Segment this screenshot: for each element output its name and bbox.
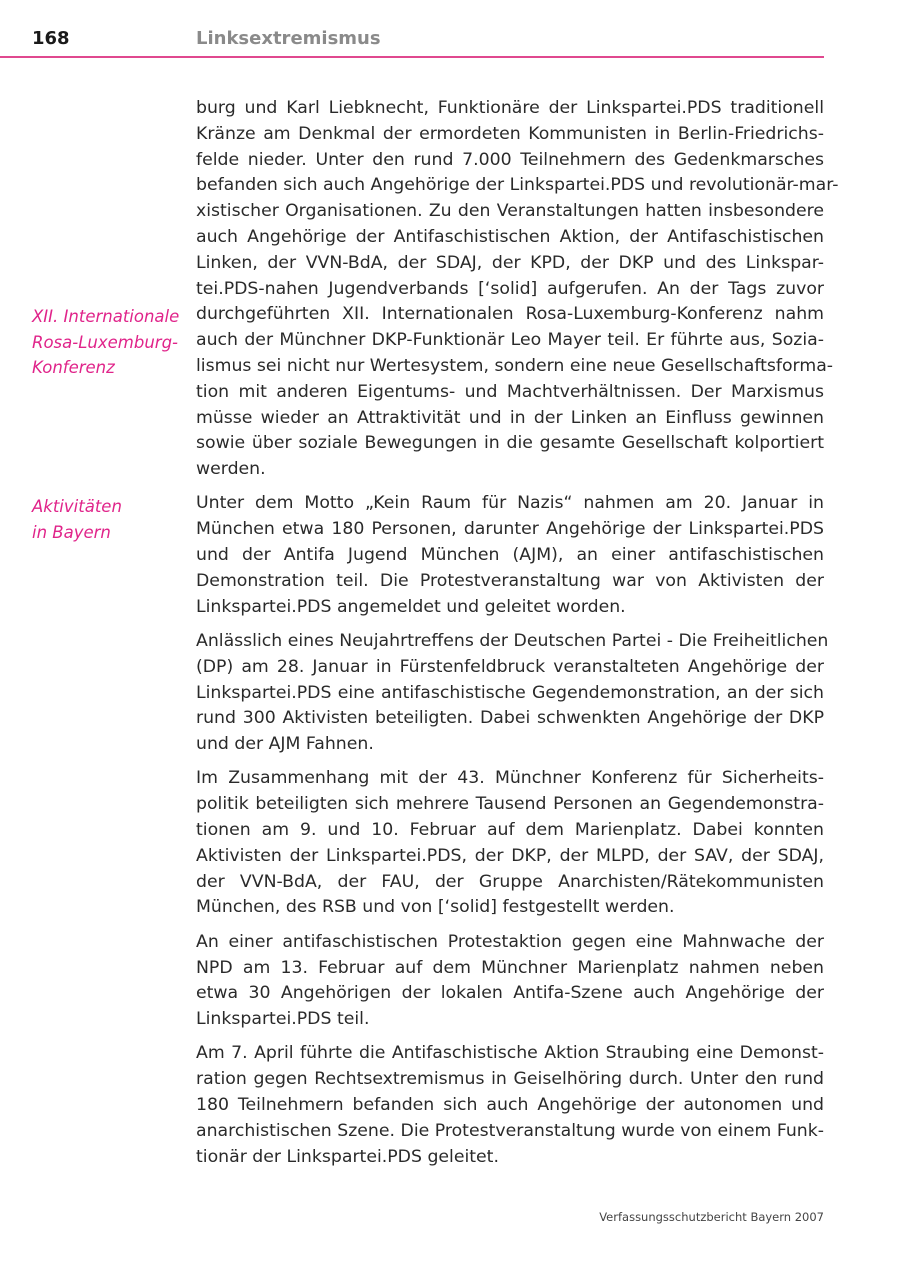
paragraph-line: burg und Karl Liebknecht, Funktionäre der Linkspartei.PDS traditionell bbox=[196, 98, 824, 118]
paragraph-line: Demonstration teil. Die Protestveranstaltung war von Aktivisten der bbox=[196, 570, 824, 591]
paragraph-line: felde nieder. Unter den rund 7.000 Teilnehmern des Gedenkmarsches bbox=[196, 149, 824, 170]
paragraph-line: der VVN-BdA, der FAU, der Gruppe Anarchisten/Rätekommunisten bbox=[196, 871, 824, 892]
paragraph-line: Linken, der VVN-BdA, der SDAJ, der KPD, der DKP und des Linkspar- bbox=[196, 252, 824, 273]
paragraph bbox=[196, 629, 829, 758]
paragraph-line: ration gegen Rechtsextremismus in Geiselhöring durch. Unter den rund bbox=[196, 1069, 824, 1090]
paragraph-line: auch Angehörige der Antifaschistischen Aktion, der Antifaschistischen bbox=[196, 226, 824, 247]
paragraph-line: befanden sich auch Angehörige der Linkspartei.PDS und revolutionär-mar- bbox=[196, 175, 839, 196]
paragraph-line: Am 7. April führte die Antifaschistische Aktion Straubing eine Demonst- bbox=[196, 1043, 824, 1064]
paragraph-line: An einer antifaschistischen Protestaktion gegen eine Mahnwache der bbox=[196, 931, 824, 952]
margin-note-line: XII. Internationale bbox=[32, 307, 180, 326]
paragraph-line: Linkspartei.PDS teil. bbox=[196, 1009, 370, 1030]
paragraph-line: lismus sei nicht nur Wertesystem, sondern eine neue Gesellschaftsforma- bbox=[196, 355, 834, 376]
paragraph-line: tionen am 9. und 10. Februar auf dem Marienplatz. Dabei konnten bbox=[196, 820, 824, 841]
margin-note-line: Aktivitäten bbox=[32, 497, 122, 516]
body-text bbox=[196, 96, 839, 1179]
margin-note-rosa-luxemburg-konferenz bbox=[32, 304, 192, 381]
paragraph-line: Kränze am Denkmal der ermordeten Kommunisten in Berlin-Friedrichs- bbox=[196, 123, 824, 144]
paragraph-line: Unter dem Motto „Kein Raum für Nazis“ nahmen am 20. Januar in bbox=[196, 493, 824, 514]
paragraph bbox=[196, 1041, 824, 1170]
paragraph-line: (DP) am 28. Januar in Fürstenfeldbruck veranstalteten Angehörige der bbox=[196, 656, 824, 677]
paragraph bbox=[196, 766, 824, 921]
footer-publication-title: Verfassungsschutzbericht Bayern 2007 bbox=[599, 1210, 824, 1224]
paragraph-line: 180 Teilnehmern befanden sich auch Angehörige der autonomen und bbox=[196, 1094, 824, 1115]
paragraph-line: München, des RSB und von [‘solid] festgestellt werden. bbox=[196, 897, 675, 918]
paragraph-line: werden. bbox=[196, 459, 266, 480]
paragraph-line: müsse wieder an Attraktivität und in der Linken an Einfluss gewinnen bbox=[196, 407, 824, 428]
page-number: 168 bbox=[32, 28, 70, 49]
margin-note-line: in Bayern bbox=[32, 522, 111, 542]
margin-note-line: Rosa-Luxemburg- bbox=[32, 332, 179, 352]
paragraph-line: anarchistischen Szene. Die Protestveranstaltung wurde von einem Funk- bbox=[196, 1120, 824, 1141]
paragraph bbox=[196, 491, 824, 620]
paragraph-line: politik beteiligten sich mehrere Tausend Personen an Gegendemonstra- bbox=[196, 794, 824, 815]
paragraph-line: sowie über soziale Bewegungen in die gesamte Gesellschaft kolportiert bbox=[196, 433, 824, 454]
paragraph-line: auch der Münchner DKP-Funktionär Leo Mayer teil. Er führte aus, Sozia- bbox=[196, 330, 824, 351]
paragraph-line: tionär der Linkspartei.PDS geleitet. bbox=[196, 1146, 499, 1167]
margin-note-line: Konferenz bbox=[32, 358, 115, 378]
paragraph-line: Im Zusammenhang mit der 43. Münchner Konferenz für Sicherheits- bbox=[196, 768, 824, 789]
paragraph-line: xistischer Organisationen. Zu den Veranstaltungen hatten insbesondere bbox=[196, 201, 824, 222]
paragraph-line: Anlässlich eines Neujahrtreffens der Deutschen Partei - Die Freiheitlichen bbox=[196, 630, 829, 651]
paragraph-line: Linkspartei.PDS eine antifaschistische Gegendemonstration, an der sich bbox=[196, 682, 824, 703]
paragraph-line: rund 300 Aktivisten beteiligten. Dabei schwenkten Angehörige der DKP bbox=[196, 708, 824, 729]
paragraph-line: NPD am 13. Februar auf dem Münchner Marienplatz nahmen neben bbox=[196, 957, 824, 978]
paragraph-line: Linkspartei.PDS angemeldet und geleitet worden. bbox=[196, 596, 626, 617]
paragraph-line: und der AJM Fahnen. bbox=[196, 734, 374, 755]
paragraph-line: durchgeführten XII. Internationalen Rosa-Luxemburg-Konferenz nahm bbox=[196, 304, 824, 325]
paragraph-line: etwa 30 Angehörigen der lokalen Antifa-Szene auch Angehörige der bbox=[196, 983, 824, 1004]
paragraph-line: tei.PDS-nahen Jugendverbands [‘solid] aufgerufen. An der Tags zuvor bbox=[196, 278, 824, 299]
paragraph-line: und der Antifa Jugend München (AJM), an einer antifaschistischen bbox=[196, 545, 824, 566]
paragraph bbox=[196, 930, 824, 1033]
paragraph bbox=[196, 96, 839, 483]
page-header bbox=[0, 0, 824, 58]
section-title: Linksextremismus bbox=[196, 28, 381, 49]
paragraph-line: Aktivisten der Linkspartei.PDS, der DKP, der MLPD, der SAV, der SDAJ, bbox=[196, 845, 824, 866]
paragraph-line: tion mit anderen Eigentums- und Machtverhältnissen. Der Marxismus bbox=[196, 381, 824, 402]
margin-note-aktivitaeten-bayern bbox=[32, 494, 192, 545]
paragraph-line: München etwa 180 Personen, darunter Angehörige der Linkspartei.PDS bbox=[196, 519, 824, 540]
